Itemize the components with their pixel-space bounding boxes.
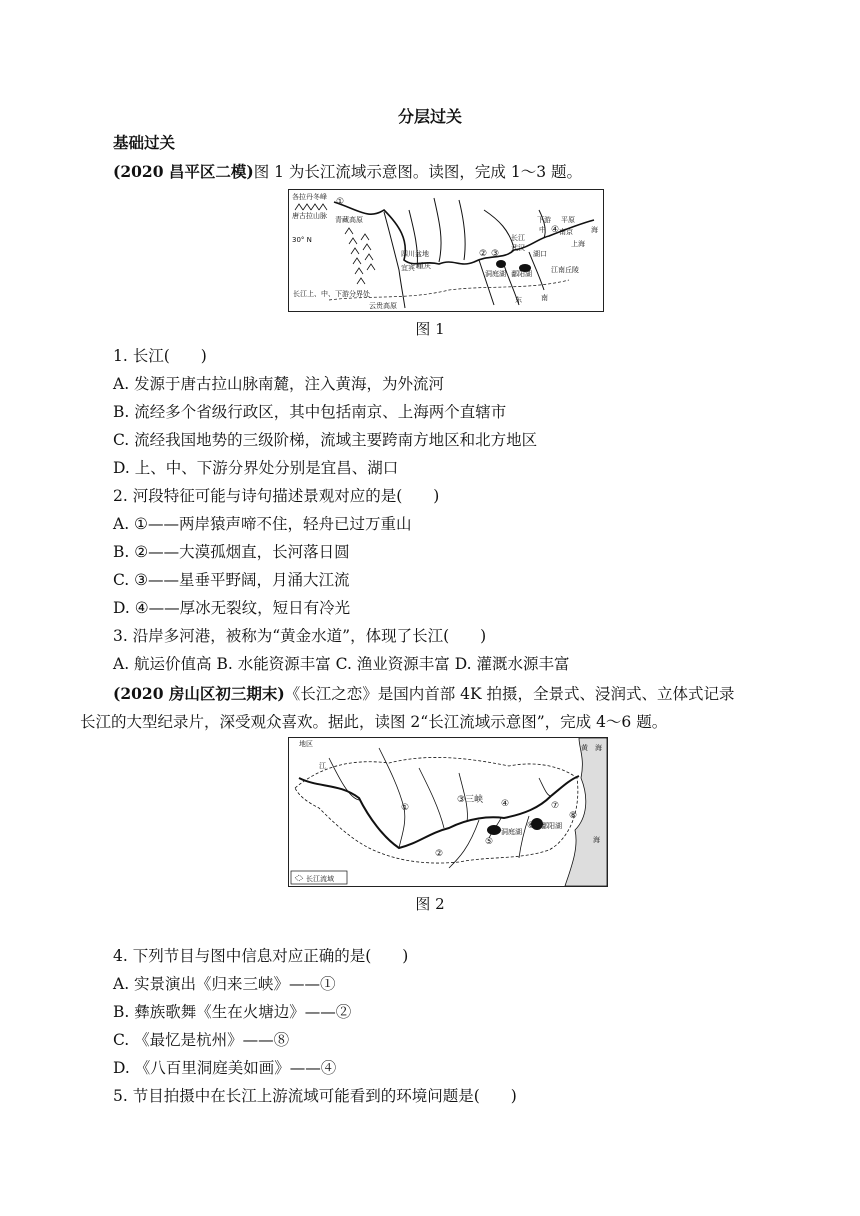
- q4-option-c: C. 《最忆是杭州》——⑧: [113, 1031, 290, 1049]
- q3-options: A. 航运价值高 B. 水能资源丰富 C. 渔业资源丰富 D. 灌溉水源丰富: [113, 655, 570, 673]
- q1-option-b: B. 流经多个省级行政区，其中包括南京、上海两个直辖市: [113, 403, 507, 421]
- fig1-circle-3: ③: [491, 249, 500, 259]
- intro-2-line-2: 长江的大型纪录片，深受观众喜欢。据此，读图 2“长江流域示意图”，完成 4～6 题。: [80, 713, 668, 731]
- figure-2-caption: 图 2: [415, 895, 445, 913]
- intro-1: [113, 162, 582, 182]
- q2-option-b: B. ②——大漠孤烟直，长河落日圆: [113, 543, 350, 561]
- figure-2-map: [288, 737, 608, 887]
- q4-option-b: B. 彝族歌舞《生在火塘边》——②: [113, 1003, 352, 1021]
- q4-option-a: A. 实景演出《归来三峡》——①: [113, 975, 336, 993]
- q2-option-c: C. ③——星垂平野阔，月涌大江流: [113, 571, 350, 589]
- fig1-plateau: 青藏高原: [335, 216, 363, 224]
- fig2-circle-6: ⑥: [527, 821, 536, 831]
- fig2-huanghai: 黄 海: [581, 744, 602, 752]
- intro-1-source: (2020 昌平区二模): [113, 162, 254, 181]
- fig2-circle-5: ⑤: [485, 837, 494, 847]
- fig1-circle-2: ②: [479, 249, 488, 259]
- fig2-circle-2: ②: [435, 849, 444, 859]
- q2-option-a: A. ①——两岸猿声啼不住，轻舟已过万重山: [113, 515, 412, 533]
- q4-stem: 4. 下列节目与图中信息对应正确的是( ): [113, 947, 409, 965]
- fig1-peak: 各拉丹冬峰: [292, 193, 327, 201]
- subsection-title: 基础过关: [113, 133, 176, 152]
- fig1-poyang: 鄱阳湖: [511, 270, 532, 278]
- fig1-legend: 长江上、中、下游分界处: [293, 290, 370, 298]
- fig2-circle-4: ④: [501, 799, 510, 809]
- fig1-chongqing: 重庆: [417, 262, 431, 270]
- section-title: 分层过关: [397, 107, 462, 126]
- figure-1-map: [288, 189, 604, 312]
- fig1-pingyuan: 平原: [561, 216, 575, 224]
- fig1-circle-1: ①: [336, 197, 345, 207]
- fig2-dongting: 洞庭湖: [501, 828, 522, 836]
- fig1-sichuan: 四川盆地: [401, 250, 429, 258]
- q1-option-c: C. 流经我国地势的三级阶梯，流域主要跨南方地区和北方地区: [113, 431, 538, 449]
- fig2-sanxia: ③三峡: [457, 795, 484, 805]
- fig1-xiayou: 下游: [537, 216, 551, 224]
- fig2-circle-7: ⑦: [551, 801, 560, 811]
- q5-stem: 5. 节目拍摄中在长江上游流域可能看到的环境问题是( ): [113, 1087, 517, 1105]
- fig2-legend: 长江流域: [306, 875, 334, 883]
- fig1-nan: 南: [541, 294, 548, 302]
- fig1-wuhan: 武汉: [511, 244, 525, 252]
- fig1-nanjing: 南京: [559, 228, 573, 236]
- intro-2-line-1: [113, 684, 735, 704]
- fig1-yibin: 宜宾: [401, 264, 415, 272]
- fig2-jiang: 江: [319, 762, 326, 770]
- fig2-circle-1: ①: [401, 803, 410, 813]
- fig1-dong: 东: [515, 296, 522, 304]
- q4-option-d: D. 《八百里洞庭美如画》——④: [113, 1059, 337, 1077]
- fig1-changjiang: 长江: [511, 234, 525, 242]
- q1-option-a: A. 发源于唐古拉山脉南麓，注入黄海，为外流河: [113, 375, 445, 393]
- fig1-dongting: 洞庭湖: [485, 270, 506, 278]
- fig1-shanghai: 上海: [571, 240, 585, 248]
- intro-2-source: (2020 房山区初三期末): [113, 684, 285, 703]
- q3-stem: 3. 沿岸多河港，被称为“黄金水道”，体现了长江( ): [113, 627, 487, 645]
- fig1-yungui: 云贵高原: [369, 302, 397, 310]
- fig1-range: 唐古拉山脉: [292, 212, 327, 220]
- fig2-hai: 海: [593, 836, 600, 844]
- fig1-circle-4: ④: [551, 225, 560, 235]
- fig1-lat: 30° N: [292, 236, 312, 244]
- fig2-diqu: 地区: [299, 740, 313, 748]
- fig1-hukou: 湖口: [533, 250, 547, 258]
- q2-option-d: D. ④——厚冰无裂纹，短日有冷光: [113, 599, 351, 617]
- fig1-zhong: 中: [539, 226, 546, 234]
- intro-2-text-1: 《长江之恋》是国内首部 4K 拍摄，全景式、浸润式、立体式记录: [284, 685, 735, 703]
- fig1-jiangnan: 江南丘陵: [551, 266, 579, 274]
- intro-1-text: 图 1 为长江流域示意图。读图，完成 1～3 题。: [253, 163, 583, 181]
- q2-stem: 2. 河段特征可能与诗句描述景观对应的是( ): [113, 487, 440, 505]
- figure-1-caption: 图 1: [415, 320, 445, 338]
- fig2-poyang: 鄱阳湖: [541, 822, 562, 830]
- fig2-circle-8: ⑧: [569, 811, 578, 821]
- q1-option-d: D. 上、中、下游分界处分别是宜昌、湖口: [113, 459, 399, 477]
- fig1-hai: 海: [591, 226, 598, 234]
- q1-stem: 1. 长江( ): [113, 347, 207, 365]
